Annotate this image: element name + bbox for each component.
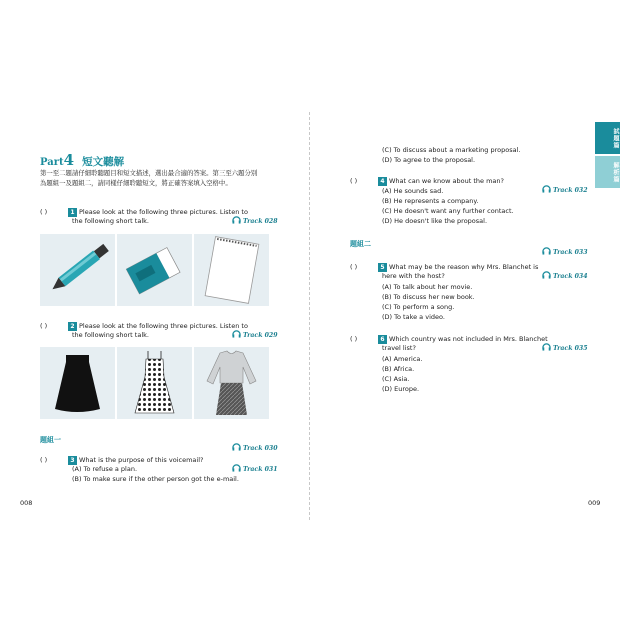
answer-blank[interactable]: ( ) [350, 263, 358, 271]
question-text: What can we know about the man? [389, 177, 504, 185]
intro-line-2: 為題組一及題組二，請同樣仔細聆聽短文，將正確答案填入空格中。 [40, 179, 232, 187]
tab-test-section[interactable] [595, 122, 620, 154]
part-word: Part [40, 157, 64, 168]
track-label: Track 028 [243, 218, 278, 225]
question-4 [350, 177, 504, 187]
option: (B) To discuss her new book. [382, 293, 475, 301]
part-heading [40, 150, 124, 169]
group-2-label: 題組二 [350, 240, 371, 248]
option: (D) Europe. [382, 385, 420, 393]
headphones-icon [542, 185, 551, 193]
question-number: 6 [378, 335, 387, 344]
question-text: What may be the reason why Mrs. Blanchet is [389, 263, 539, 271]
headphones-icon [232, 443, 241, 451]
question-5-line2: here with the host? [382, 272, 445, 280]
track-030[interactable] [232, 435, 278, 454]
headphones-icon [232, 216, 241, 224]
option: (C) To discuss about a marketing proposal. [382, 146, 521, 154]
track-label: Track 034 [553, 273, 588, 280]
page-number-left: 008 [20, 499, 33, 507]
question-6-line2: travel list? [382, 344, 416, 352]
answer-blank[interactable]: ( ) [350, 177, 358, 185]
track-label: Track 029 [243, 332, 278, 339]
option: (D) He doesn't like the proposal. [382, 217, 488, 225]
picture-dress [117, 347, 192, 419]
page-number-right: 009 [588, 499, 601, 507]
headphones-icon [542, 271, 551, 279]
track-033[interactable] [542, 239, 588, 258]
picture-notepad [194, 234, 269, 306]
question-number: 2 [68, 322, 77, 331]
question-6 [350, 335, 548, 345]
tab-label: 試題篇 [612, 127, 619, 149]
picture-skirt [40, 347, 115, 419]
option: (D) To agree to the proposal. [382, 156, 476, 164]
eraser-icon [117, 234, 192, 306]
option: (D) To take a video. [382, 313, 445, 321]
track-028[interactable] [232, 208, 278, 227]
tab-label: 解析篇 [612, 161, 619, 183]
option: (A) He sounds sad. [382, 187, 444, 195]
track-029[interactable] [232, 322, 278, 341]
track-034[interactable] [542, 263, 588, 282]
question-number: 5 [378, 263, 387, 272]
track-label: Track 035 [553, 345, 588, 352]
headphones-icon [542, 247, 551, 255]
notepad-icon [194, 234, 269, 306]
intro-line-1: 第一至二題請仔細聆聽題目和短文描述，選出最合適的答案。第三至六題分別 [40, 169, 258, 177]
outfit-icon [194, 347, 269, 419]
option: (C) To perform a song. [382, 303, 455, 311]
answer-blank[interactable]: ( ) [40, 456, 48, 464]
headphones-icon [232, 330, 241, 338]
question-1-line2: the following short talk. [72, 217, 149, 225]
question-2-line2: the following short talk. [72, 331, 149, 339]
tab-answer-section[interactable] [595, 156, 620, 188]
track-031[interactable] [232, 456, 278, 475]
headphones-icon [232, 464, 241, 472]
part-number: 4 [63, 151, 75, 169]
headphones-icon [542, 343, 551, 351]
option: (B) He represents a company. [382, 197, 479, 205]
question-number: 1 [68, 208, 77, 217]
track-label: Track 030 [243, 445, 278, 452]
option: (A) To refuse a plan. [72, 465, 138, 473]
option: (A) America. [382, 355, 423, 363]
track-label: Track 031 [243, 466, 278, 473]
question-text: Which country was not included in Mrs. Blanchet [389, 335, 548, 343]
picture-eraser [117, 234, 192, 306]
question-number: 3 [68, 456, 77, 465]
option: (A) To talk about her movie. [382, 283, 473, 291]
picture-top-and-skirt [194, 347, 269, 419]
track-032[interactable] [542, 177, 588, 196]
dress-icon [117, 347, 192, 419]
group-1-label: 題組一 [40, 436, 61, 444]
answer-blank[interactable]: ( ) [40, 208, 48, 216]
page-gutter [309, 112, 310, 520]
answer-blank[interactable]: ( ) [40, 322, 48, 330]
pen-icon [40, 234, 115, 306]
question-number: 4 [378, 177, 387, 186]
picture-pen [40, 234, 115, 306]
answer-blank[interactable]: ( ) [350, 335, 358, 343]
skirt-icon [40, 347, 115, 419]
question-text: Please look at the following three pictures. Listen to [79, 322, 248, 330]
option: (B) Africa. [382, 365, 415, 373]
track-035[interactable] [542, 335, 588, 354]
question-text: What is the purpose of this voicemail? [79, 456, 204, 464]
option: (C) He doesn't want any further contact. [382, 207, 514, 215]
track-label: Track 033 [553, 249, 588, 256]
track-label: Track 032 [553, 187, 588, 194]
option: (C) Asia. [382, 375, 410, 383]
part-title: 短文聽解 [82, 156, 125, 168]
question-text: Please look at the following three pictures. Listen to [79, 208, 248, 216]
option: (B) To make sure if the other person got the e-mail. [72, 475, 239, 483]
